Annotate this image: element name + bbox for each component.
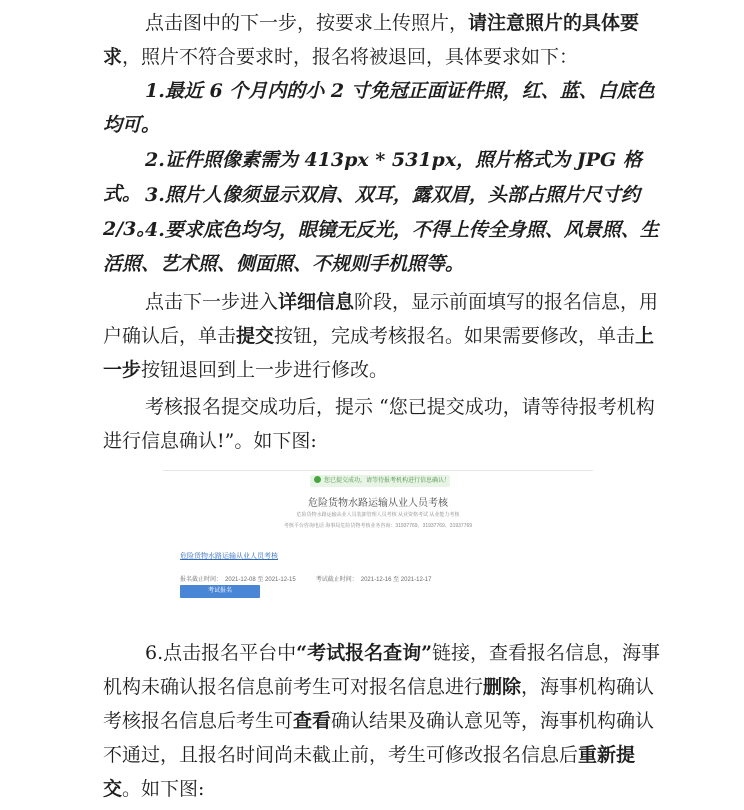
exam-contact: 考核平台咨询电话 海事局危险货物考核业务咨询：31937769、31937769、31937769	[283, 523, 473, 529]
notice-text: 您已提交成功，请等待报考机构进行信息确认！	[324, 478, 450, 484]
success-notice	[310, 475, 450, 487]
bold-text: 详细信息	[278, 291, 355, 313]
exam-signup-button[interactable]: 考试报名	[180, 585, 260, 598]
text: ，照片不符合要求时，报名将被退回，具体要求如下：	[122, 46, 579, 68]
requirement-2: 2.证件照像素需为 413px * 531px，照片格式为 JPG 格式。	[103, 149, 642, 205]
period-row	[180, 574, 434, 583]
paragraph-upload-photo	[103, 6, 665, 74]
text: 确认结果及确认意见等，海事机构确认不通过，且报名时间尚未截止前，考生可修改报名信息后	[103, 710, 655, 766]
bold-text: 查看	[293, 710, 332, 732]
text: 链接，查看报名信息，海事机构未确认报名信息前考生可对报名信息进行	[103, 642, 661, 698]
exam-subtitle: 危险货物水路运输从业人员装卸管理人员考核 从业资格考试 从业能力考核	[296, 512, 460, 518]
requirement-1: 1.最近 6 个月内的小 2 寸免冠正面证件照，红、蓝、白底色均可。	[103, 80, 655, 136]
paragraph-submit-success: 考核报名提交成功后，提示 “您已提交成功，请等待报考机构进行信息确认!”。如下图:	[103, 396, 655, 452]
text: 点击图中的下一步，按要求上传照片，	[145, 12, 469, 34]
paragraph-query	[103, 636, 665, 806]
requirement-3: 3.照片人像须显示双肩、双耳，露双眉，头部占照片尺寸约 2/3。	[103, 184, 640, 240]
bold-text: 重新提交	[103, 744, 636, 800]
text: 点击下一步进入	[145, 291, 279, 313]
exam-period: 2021-12-16 至 2021-12-17	[360, 577, 432, 583]
requirement-4: 4.要求底色均匀，眼镜无反光，不得上传全身照、风景照、生活照、艺术照、侧面照、不规则手机照等。	[103, 219, 659, 275]
signup-label: 报名截止时间：	[180, 577, 223, 583]
bold-text: 请注意照片的具体要求	[103, 12, 640, 68]
check-icon	[314, 476, 321, 483]
exam-label: 考试截止时间：	[315, 577, 358, 583]
text: 按钮退回到上一步进行修改。	[141, 359, 389, 381]
bold-text: 上一步	[103, 325, 655, 381]
exam-title: 危险货物水路运输从业人员考核	[308, 498, 448, 509]
embedded-screenshot	[163, 470, 593, 601]
text: ，海事机构确认考核报名信息后考生可	[103, 676, 655, 732]
bold-text: 删除	[483, 676, 522, 698]
text: 6.点击报名平台中	[145, 642, 297, 664]
bold-text: “考试报名查询”	[296, 642, 432, 664]
text: 阶段，显示前面填写的报名信息，用户确认后，单击	[103, 291, 659, 347]
paragraph-detail-info	[103, 285, 665, 387]
signup-period: 2021-12-08 至 2021-12-15	[225, 577, 296, 583]
text: 。如下图:	[122, 778, 205, 800]
text: 按钮，完成考核报名。如果需要修改，单击	[274, 325, 636, 347]
bold-text: 提交	[236, 325, 275, 347]
exam-link[interactable]: 危险货物水路运输从业人员考核	[180, 553, 278, 560]
